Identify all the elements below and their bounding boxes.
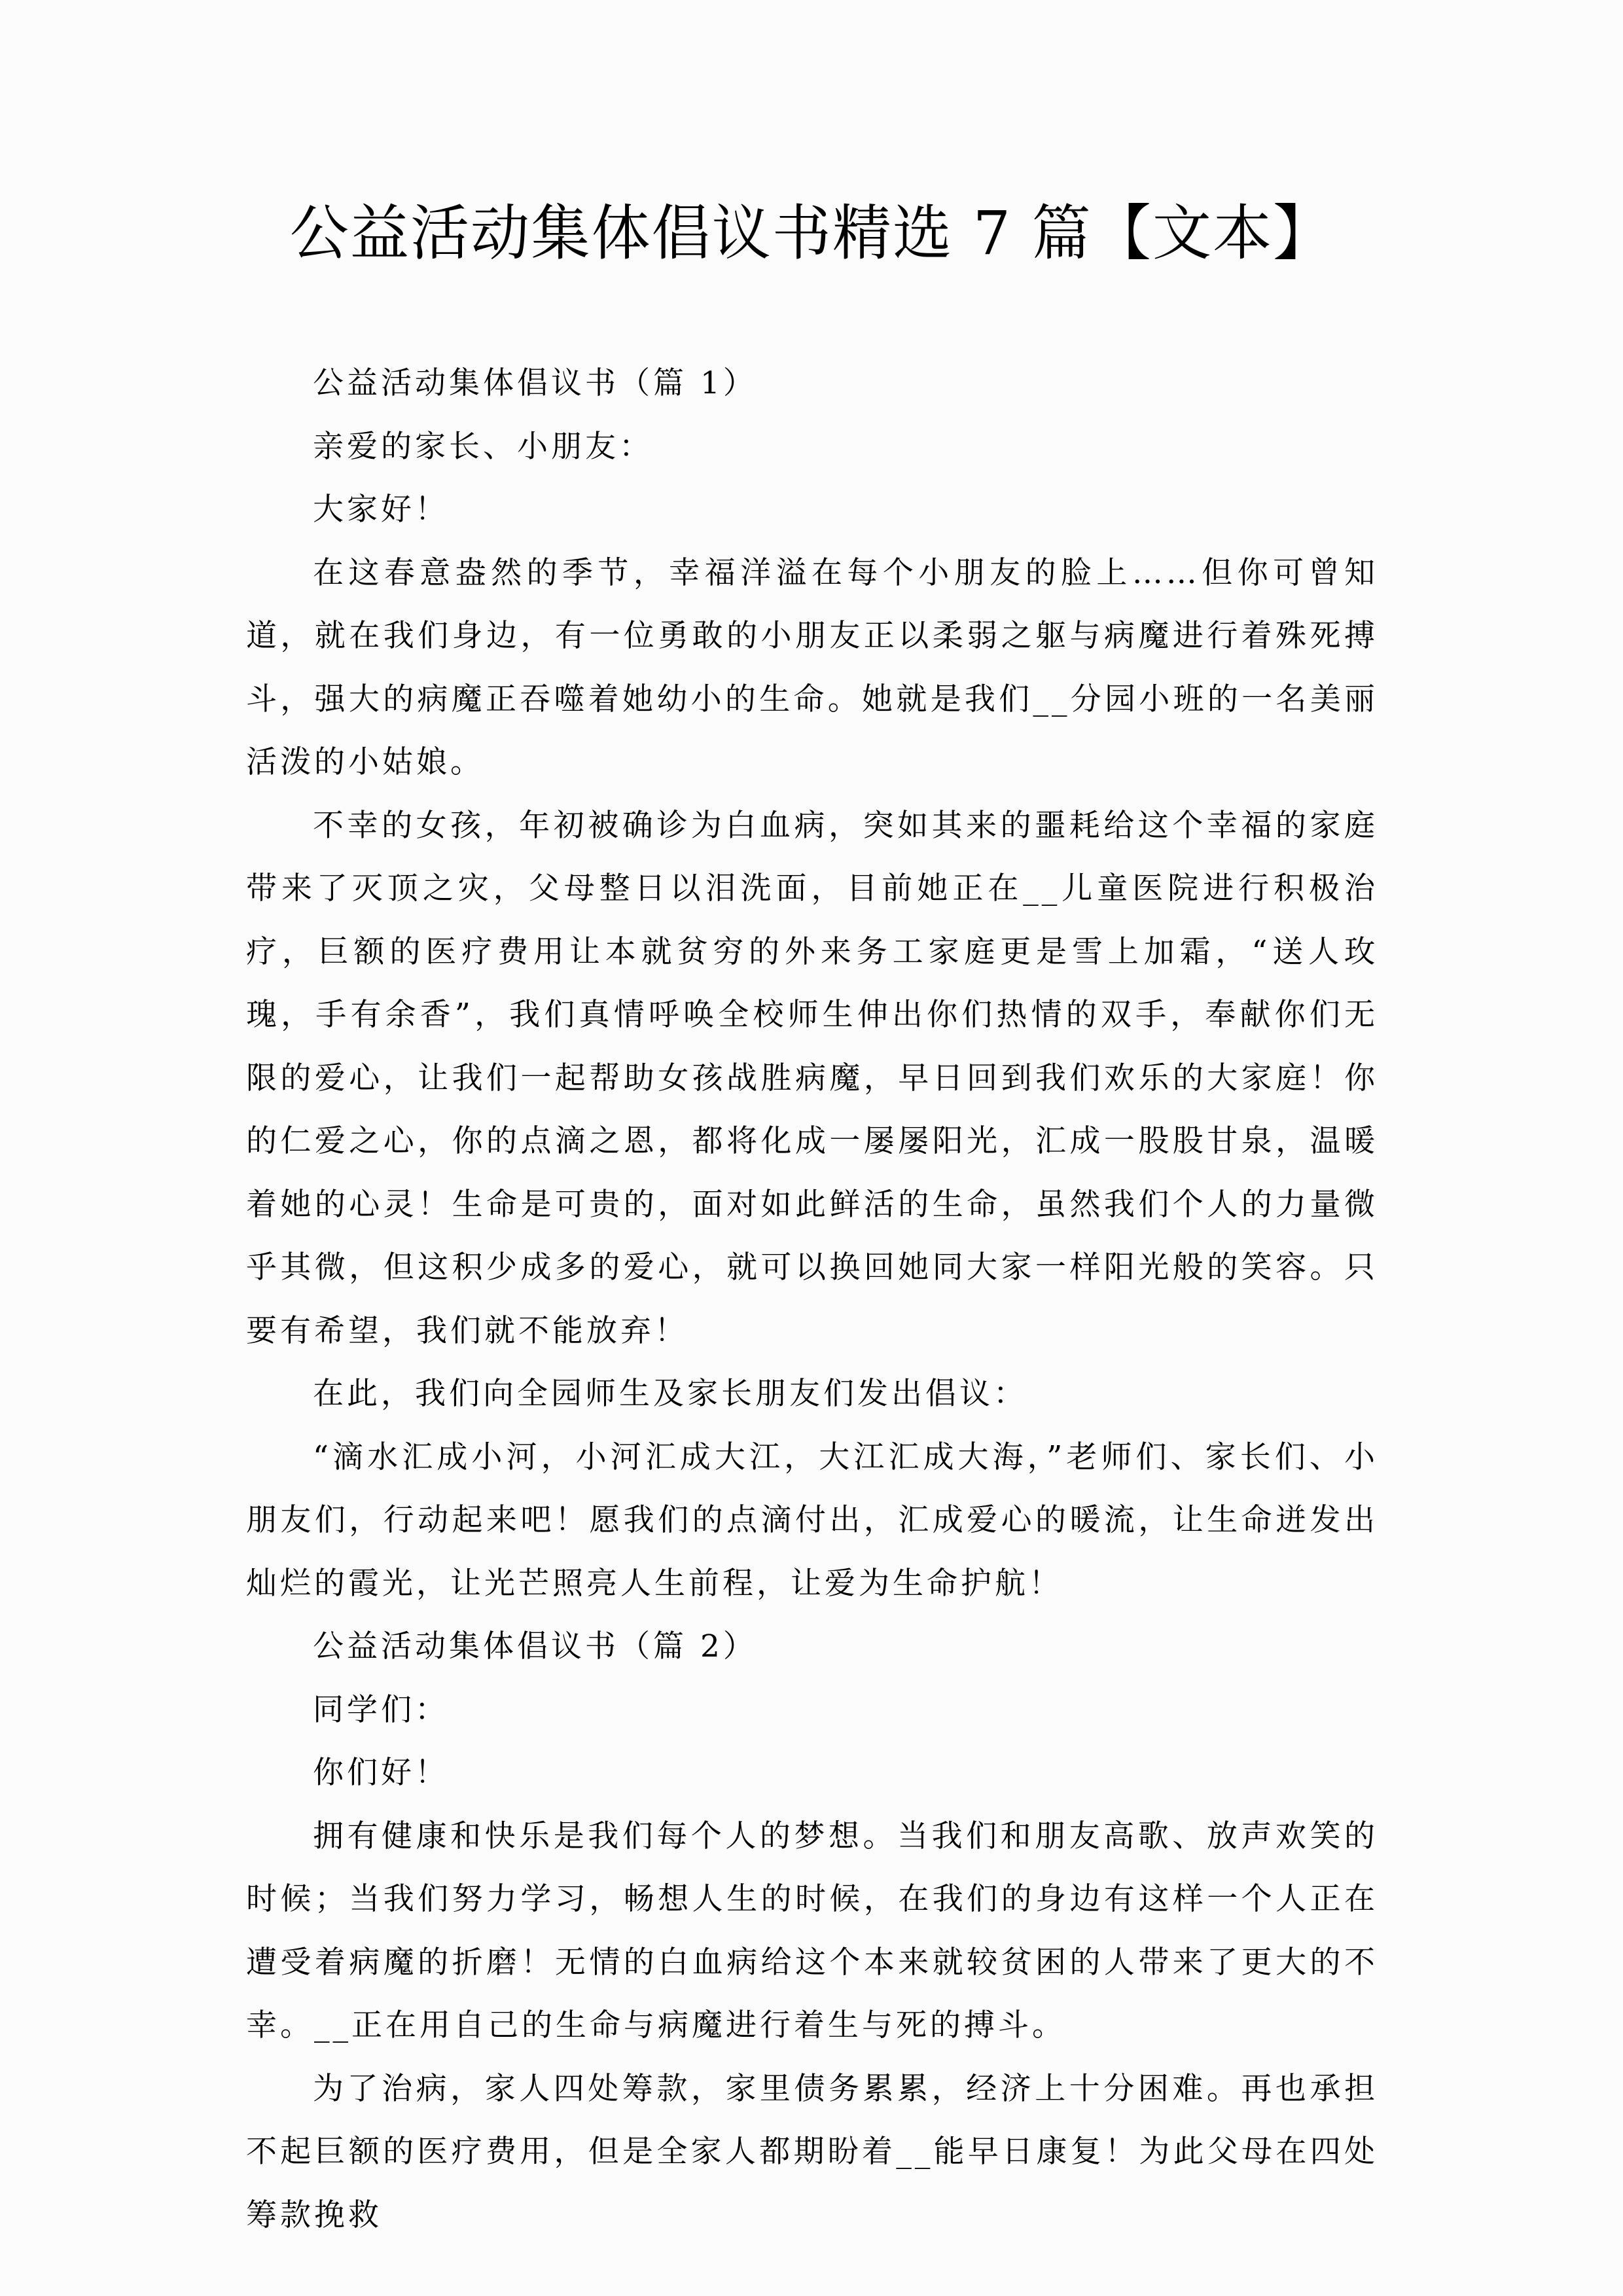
greeting-2: 你们好！	[313, 1755, 449, 1791]
section-heading-2: 公益活动集体倡议书（篇 2）	[313, 1628, 757, 1664]
salutation-1: 亲爱的家长、小朋友：	[313, 428, 653, 465]
paragraph: 拥有健康和快乐是我们每个人的梦想。当我们和朋友高歌、放声欢笑的时候；当我们努力学习，畅想人生的时候，在我们的身边有这样一个人正在遭受着病魔的折磨！无情的白血病给这个本来就较贫困的人带来了更大的不幸。__正在用自己的生命与病魔进行着生与死的搏斗。	[246, 1818, 1378, 2043]
greeting-1: 大家好！	[313, 492, 449, 528]
paragraph: 为了治病，家人四处筹款，家里债务累累，经济上十分困难。再也承担不起巨额的医疗费用，但是全家人都期盼着__能早日康复！为此父母在四处筹款挽救	[246, 2070, 1378, 2233]
paragraph: 在此，我们向全园师生及家长朋友们发出倡议：	[313, 1376, 1027, 1412]
paragraph: 在这春意盎然的季节，幸福洋溢在每个小朋友的脸上……但你可曾知道，就在我们身边，有一位勇敢的小朋友正以柔弱之躯与病魔进行着殊死搏斗，强大的病魔正吞噬着她幼小的生命。她就是我们__分园小班的一名美丽活泼的小姑娘。	[246, 554, 1378, 780]
salutation-2: 同学们：	[313, 1691, 449, 1728]
document-body	[246, 352, 1378, 2247]
paragraph: “滴水汇成小河，小河汇成大江，大江汇成大海，”老师们、家长们、小朋友们，行动起来吧！愿我们的点滴付出，汇成爱心的暖流，让生命迸发出灿烂的霞光，让光芒照亮人生前程，让爱为生命护航！	[246, 1439, 1378, 1602]
document-title: 公益活动集体倡议书精选 7 篇【文本】	[289, 198, 1334, 268]
paragraph: 不幸的女孩，年初被确诊为白血病，突如其来的噩耗给这个幸福的家庭带来了灭顶之灾，父母整日以泪洗面，目前她正在__儿童医院进行积极治疗，巨额的医疗费用让本就贫穷的外来务工家庭更是雪上加霜，“送人玫瑰，手有余香”，我们真情呼唤全校师生伸出你们热情的双手，奉献你们无限的爱心，让我们一起帮助女孩战胜病魔，早日回到我们欢乐的大家庭！你的仁爱之心，你的点滴之恩，都将化成一屡屡阳光，汇成一股股甘泉，温暖着她的心灵！生命是可贵的，面对如此鲜活的生命，虽然我们个人的力量微乎其微，但这积少成多的爱心，就可以换回她同大家一样阳光般的笑容。只要有希望，我们就不能放弃！	[246, 807, 1378, 1349]
section-heading-1: 公益活动集体倡议书（篇 1）	[313, 365, 757, 401]
